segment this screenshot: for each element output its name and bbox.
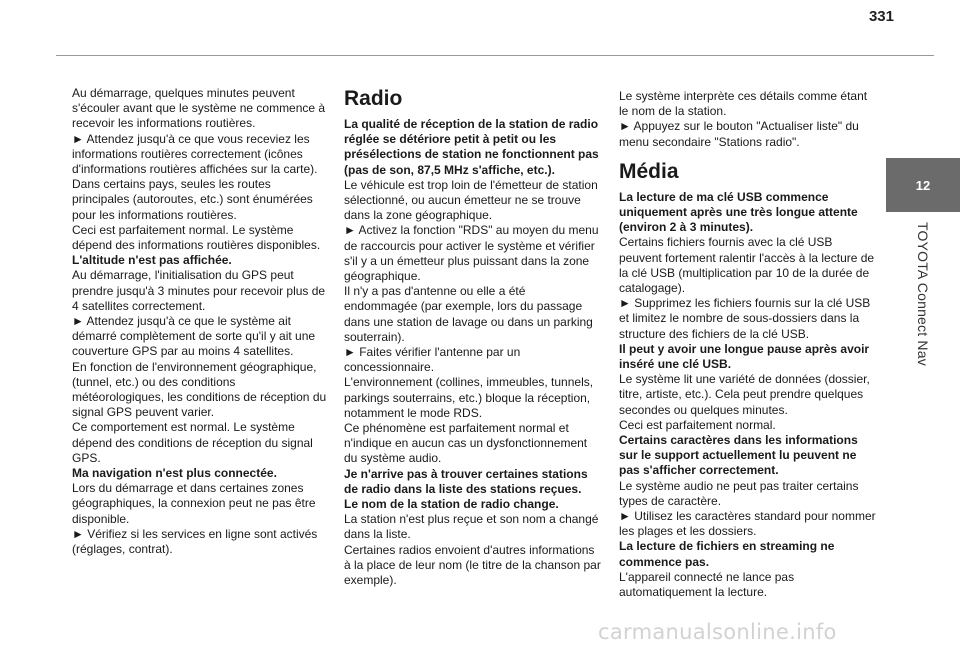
body-paragraph: Le système interprète ces détails comme étant le nom de la station.	[619, 89, 868, 119]
subheading-paragraph: La lecture de fichiers en streaming ne commence pas.	[619, 539, 835, 569]
subheading-paragraph: Le nom de la station de radio change.	[344, 497, 559, 512]
section-heading-radio: Radio	[344, 87, 403, 110]
radio-section-continued	[619, 89, 877, 150]
body-paragraph: Ceci est parfaitement normal. Le système dépend des informations routières disponibles.	[72, 222, 321, 253]
body-paragraph: La station n'est plus reçue et son nom a changé dans la liste.	[344, 512, 599, 542]
body-paragraph: ► Vérifiez si les services en ligne sont activés (réglages, contrat).	[72, 526, 318, 557]
body-paragraph: Le véhicule est trop loin de l'émetteur de station sélectionné, ou aucun émetteur ne se trouve dans la zone géographique.	[344, 177, 598, 223]
watermark: carmanualsonline.info	[598, 620, 837, 644]
body-paragraph: En fonction de l'environnement géographique, (tunnel, etc.) ou des conditions météorologiques, les conditions de réception du signal GPS peuvent varier.	[72, 359, 327, 420]
body-paragraph: Au démarrage, l'initialisation du GPS peut prendre jusqu'à 3 minutes pour recevoir plus de 4 satellites correctement.	[72, 268, 326, 313]
body-paragraph: ► Appuyez sur le bouton "Actualiser liste" du menu secondaire "Stations radio".	[619, 119, 859, 149]
body-paragraph: Ce phénomène est parfaitement normal et n'indique en aucun cas un dysfonctionnement du système audio.	[344, 421, 588, 466]
column-1	[72, 86, 330, 557]
body-paragraph: ► Attendez jusqu'à ce que le système ait démarré complètement de sorte qu'il y ait une couverture GPS par au moins 4 satellites.	[72, 314, 316, 359]
body-paragraph: Il n'y a pas d'antenne ou elle a été endommagée (par exemple, lors du passage dans une station de lavage ou dans un parking souterrain).	[344, 284, 593, 344]
subheading-paragraph: Certains caractères dans les informations sur le support actuellement lu peuvent ne pas s'afficher correctement.	[619, 433, 858, 478]
media-section-body	[619, 190, 877, 600]
section-heading-media: Média	[619, 159, 679, 183]
subheading-paragraph: Il peut y avoir une longue pause après avoir inséré une clé USB.	[619, 341, 870, 372]
body-paragraph: Ce comportement est normal. Le système dépend des conditions de réception du signal GPS.	[72, 420, 313, 465]
body-paragraph: ► Attendez jusqu'à ce que vous receviez les informations routières correctement (icônes d'informations routières affichées sur la carte).	[72, 131, 318, 177]
body-paragraph: ► Faites vérifier l'antenne par un concessionnaire.	[344, 345, 521, 375]
body-paragraph: Le système audio ne peut pas traiter certains types de caractère.	[619, 478, 859, 508]
body-paragraph: Le système lit une variété de données (dossier, titre, artiste, etc.). Cela peut prendre quelques secondes ou quelques minutes.	[619, 372, 870, 417]
chapter-title-vertical	[886, 222, 960, 442]
subheading-paragraph: Ma navigation n'est plus connectée.	[72, 466, 277, 481]
chapter-number: 12	[915, 177, 931, 193]
chapter-tab	[886, 158, 960, 212]
chapter-title: TOYOTA Connect Nav	[915, 222, 931, 366]
body-paragraph: Ceci est parfaitement normal.	[619, 417, 776, 432]
body-paragraph: Dans certains pays, seules les routes principales (autoroutes, etc.) sont énumérées pour les informations routières.	[72, 177, 313, 222]
body-paragraph: ► Supprimez les fichiers fournis sur la clé USB et limitez le nombre de sous-dossiers dans la structure des fichiers de la clé USB.	[619, 296, 871, 341]
body-paragraph: Certains fichiers fournis avec la clé USB peuvent fortement ralentir l'accès à la lecture de la clé USB (multiplication par 10 de la durée de catalogage).	[619, 235, 875, 296]
subheading-paragraph: Je n'arrive pas à trouver certaines stations de radio dans la liste des stations reçues.	[344, 466, 588, 496]
body-paragraph: Certaines radios envoient d'autres informations à la place de leur nom (le titre de la chanson par exemple).	[344, 542, 601, 588]
body-paragraph: Au démarrage, quelques minutes peuvent s'écouler avant que le système ne commence à recevoir les informations routières.	[72, 86, 326, 131]
header-divider	[56, 55, 934, 56]
subheading-paragraph: La lecture de ma clé USB commence uniquement après une très longue attente (environ 2 à 3 minutes).	[619, 189, 858, 235]
column-2	[344, 86, 602, 588]
subheading-paragraph: La qualité de réception de la station de radio réglée se détériore petit à petit ou les présélections de station ne fonctionnent pas (pas de son, 87,5 MHz s'affiche, etc.).	[344, 117, 599, 177]
body-paragraph: ► Activez la fonction "RDS" au moyen du menu de raccourcis pour activer le système et vérifier s'il y a un émetteur plus puissant dans la zone géographique.	[344, 223, 599, 284]
body-paragraph: ► Utilisez les caractères standard pour nommer les plages et les dossiers.	[619, 509, 876, 539]
column-3	[619, 89, 877, 600]
page-number: 331	[868, 8, 894, 25]
body-paragraph: L'appareil connecté ne lance pas automatiquement la lecture.	[619, 569, 795, 600]
subheading-paragraph: L'altitude n'est pas affichée.	[72, 253, 232, 268]
body-paragraph: L'environnement (collines, immeubles, tunnels, parkings souterrains, etc.) bloque la réception, notamment le mode RDS.	[344, 375, 594, 420]
body-paragraph: Lors du démarrage et dans certaines zones géographiques, la connexion peut ne pas être disponible.	[72, 481, 316, 526]
radio-section-body	[344, 117, 602, 588]
